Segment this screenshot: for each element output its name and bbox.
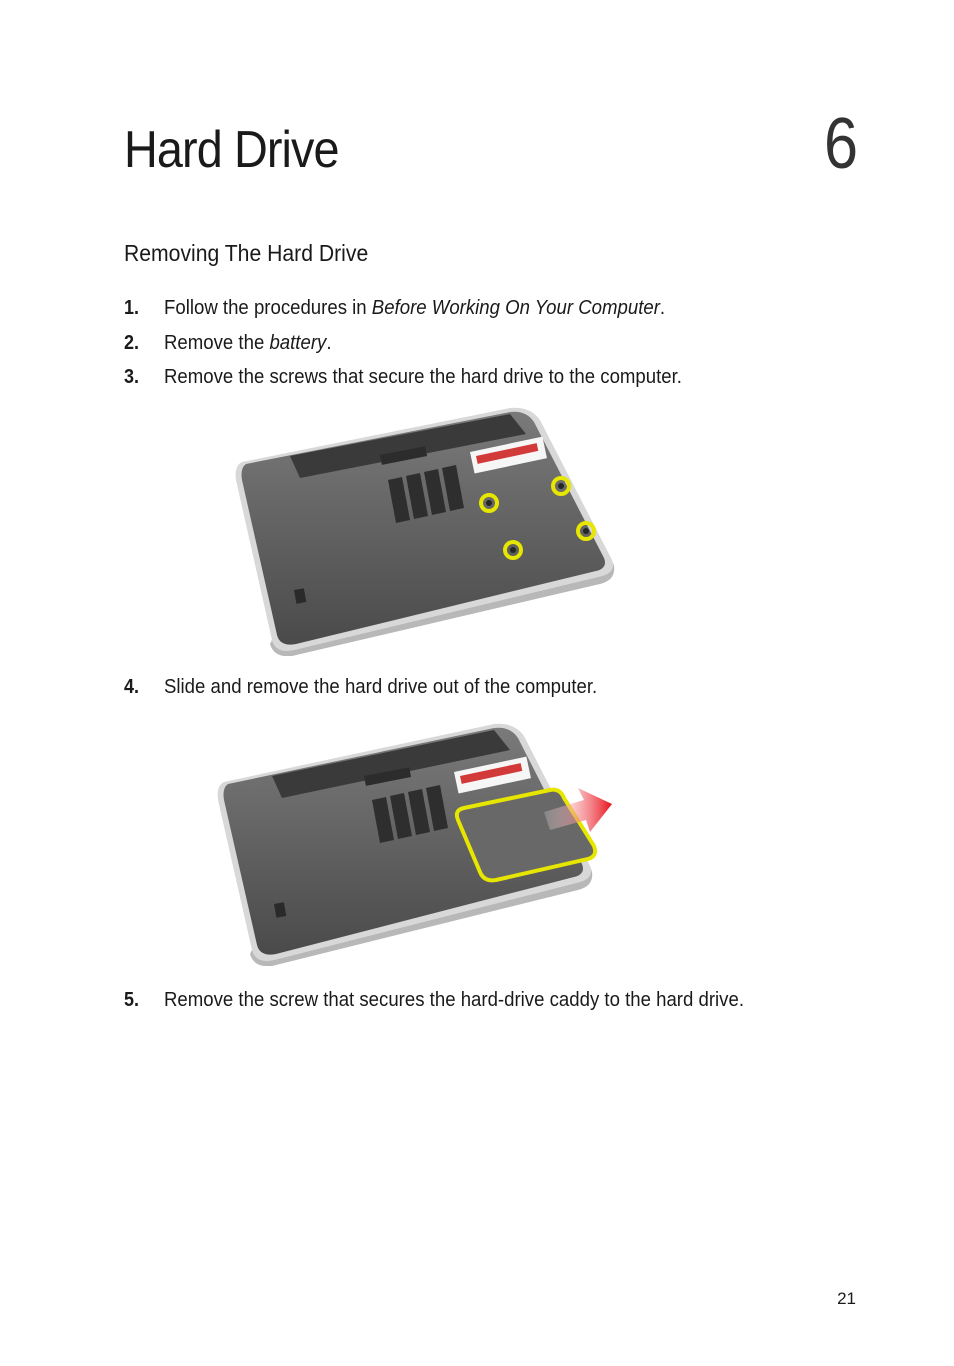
step-number: 1. bbox=[124, 297, 140, 319]
step-number: 2. bbox=[124, 332, 140, 354]
page-number: 21 bbox=[837, 1289, 856, 1308]
section-title: Removing The Hard Drive bbox=[124, 240, 369, 266]
step-text-prefix: Follow the procedures in bbox=[164, 297, 372, 319]
chapter-number: 6 bbox=[823, 104, 858, 184]
step-text: Remove the screws that secure the hard drive to the computer. bbox=[164, 366, 682, 388]
step-text: Remove the screw that secures the hard-drive caddy to the hard drive. bbox=[164, 989, 745, 1011]
step-text-suffix: . bbox=[326, 332, 332, 354]
step-text bbox=[164, 294, 665, 322]
step-text-prefix: Remove the bbox=[164, 332, 270, 354]
step-text-suffix: . bbox=[659, 297, 666, 319]
figure-hard-drive-screws bbox=[230, 400, 620, 656]
step-number: 5. bbox=[124, 989, 140, 1011]
step-text: Slide and remove the hard drive out of the computer. bbox=[164, 676, 598, 698]
step-number: 3. bbox=[124, 366, 140, 388]
cross-reference-link[interactable]: battery bbox=[269, 332, 327, 354]
step-text bbox=[164, 329, 332, 357]
figure-hard-drive-slide bbox=[214, 716, 614, 966]
step-number: 4. bbox=[124, 676, 140, 698]
cross-reference-link[interactable]: Before Working On Your Computer bbox=[371, 297, 660, 319]
chapter-title: Hard Drive bbox=[124, 121, 339, 179]
